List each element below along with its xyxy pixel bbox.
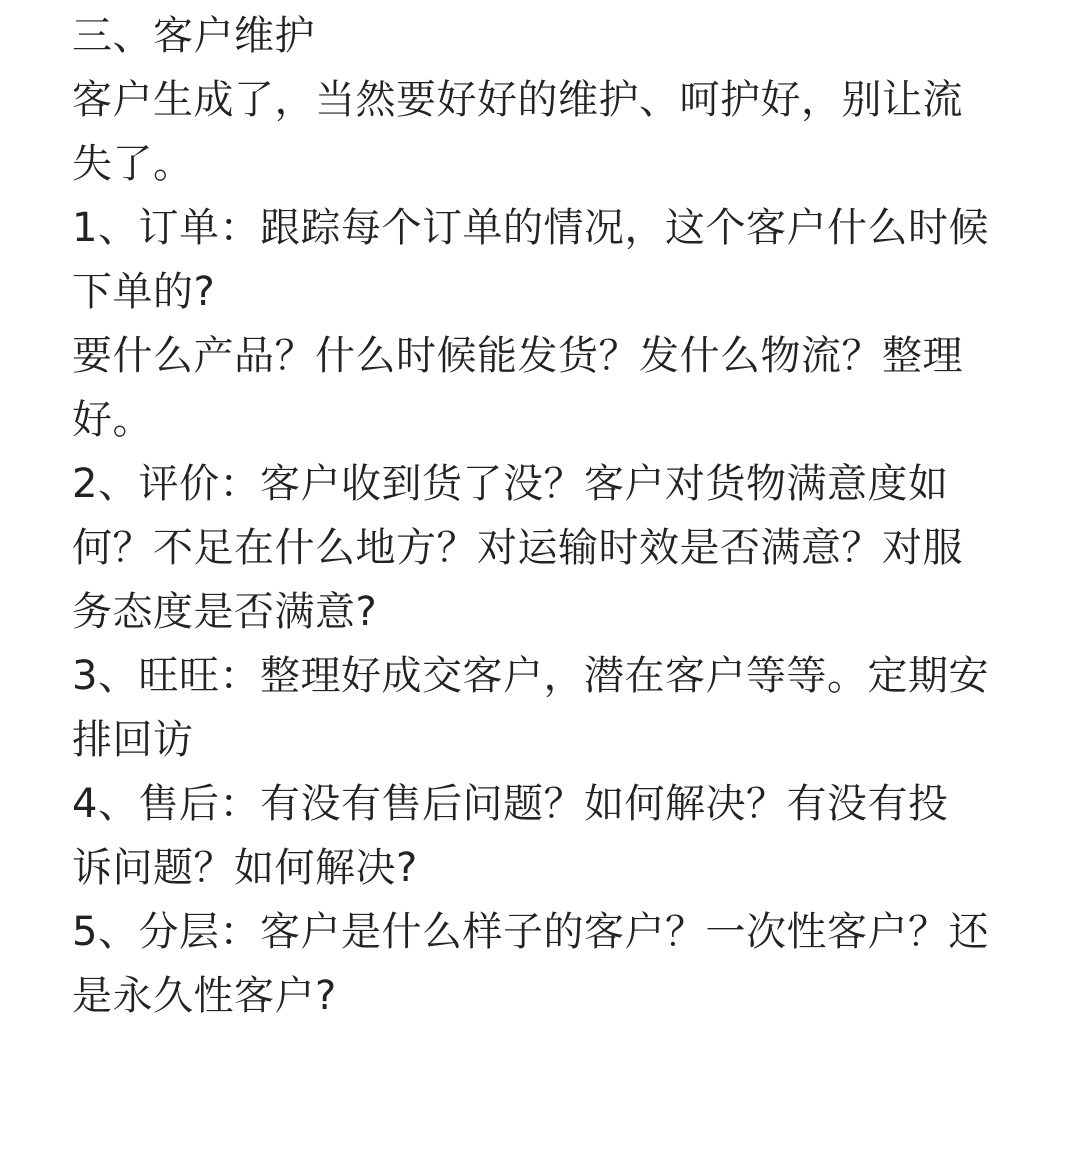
text-line: 务态度是否满意? (72, 589, 378, 635)
text-line: 是永久性客户? (72, 973, 337, 1019)
list-item-wangwang: 3、旺旺：整理好成交客户，潜在客户等等。定期安 (72, 653, 989, 699)
list-item-orders: 1、订单：跟踪每个订单的情况，这个客户什么时候 (72, 205, 989, 251)
list-item-segmentation: 5、分层：客户是什么样子的客户？一次性客户？还 (72, 909, 989, 955)
text-line: 客户生成了，当然要好好的维护、呵护好，别让流 (72, 77, 963, 123)
section-heading: 三、客户维护 (72, 13, 315, 59)
text-line: 诉问题？如何解决? (72, 845, 418, 891)
text-line: 下单的? (72, 269, 216, 315)
text-line: 要什么产品？什么时候能发货？发什么物流？整理 (72, 333, 963, 379)
list-item-after-sales: 4、售后：有没有售后问题？如何解决？有没有投 (72, 781, 949, 827)
list-item-reviews: 2、评价：客户收到货了没？客户对货物满意度如 (72, 461, 949, 507)
text-line: 排回访 (72, 717, 194, 763)
document-body (72, 4, 1012, 1028)
text-line: 何？不足在什么地方？对运输时效是否满意？对服 (72, 525, 963, 571)
text-line: 失了。 (72, 141, 194, 187)
text-line: 好。 (72, 397, 153, 443)
